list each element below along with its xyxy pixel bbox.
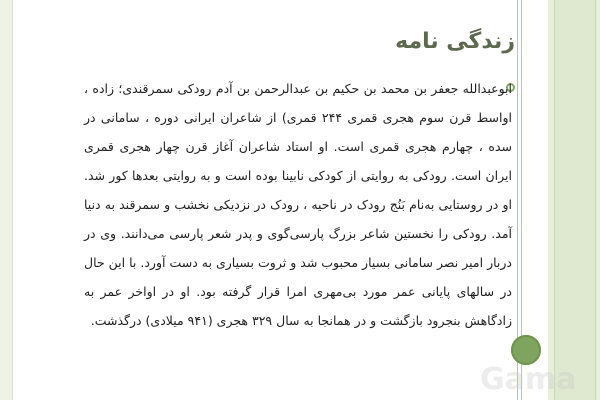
right-decorative-frame [548, 0, 600, 400]
slide-title: زندگی نامه [395, 29, 515, 54]
right-frame-inner [554, 0, 596, 400]
slide-body-text: ابوعبدالله جعفر بن محمد بن حکیم بن عبدالرحمن بن آدم رودکی سمرقندی؛ زاده ، اواسط قرن سوم هجری قمری ۲۴۴ قمری) از شاعران ایرانی دوره ، سامانی در سده ، چهارم هجری قمری است. او استاد شاعران آغاز قرن چهار هجری قمری ایران است. رودکی به روایتی از کودکی نابینا بوده است و به روایتی بعدها کور شد. او در روستایی به‌نام بَنُج رودک در ناحیه ، رودک در نزدیکی نخشب و سمرقند به دنیا آمد. رودکی را نخستین شاعر بزرگ پارسی‌گوی و پدر شعر پارسی می‌دانند. وی در دربار امیر نصر سامانی بسیار محبوب شد و ثروت بسیاری به دست آورد. با این حال در سالهای پایانی عمر مورد بی‌مهری امرا قرار گرفته بود. او در اواخر عمر به زادگاهش بنجرود بازگشت و در همانجا به سال ۳۲۹ هجری (۹۴۱ میلادی) درگذشت. [84, 81, 512, 328]
watermark: Gama [480, 362, 577, 397]
left-decorative-band [0, 0, 13, 400]
